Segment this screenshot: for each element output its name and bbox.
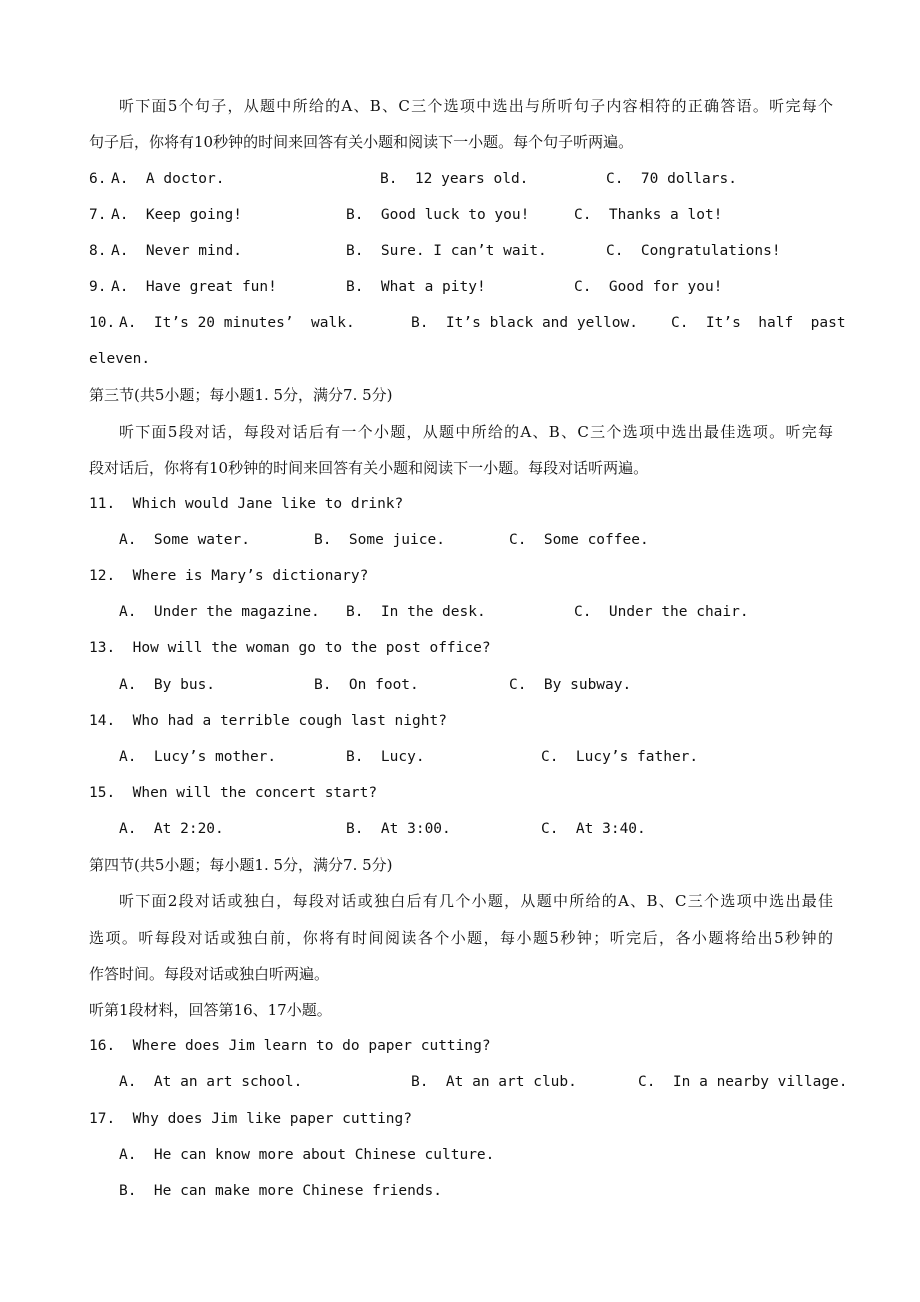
- option-c: C. Good for you!: [574, 279, 723, 295]
- option-b: B. At 3:00.: [346, 821, 451, 837]
- instruction-line: 听下面5段对话，每段对话后有一个小题，从题中所给的A、B、C三个选项中选出最佳选项。听完每: [119, 423, 833, 441]
- option-c: C. In a nearby village.: [638, 1074, 848, 1090]
- option-a: A. At 2:20.: [119, 821, 224, 837]
- option-a: A. Under the magazine.: [119, 604, 320, 620]
- option-c: C. Lucy’s father.: [541, 749, 699, 765]
- option-a: A. At an art school.: [119, 1074, 303, 1090]
- option-a: A. He can know more about Chinese culture.: [119, 1147, 495, 1163]
- option-b: B. At an art club.: [411, 1074, 577, 1090]
- option-c: C. It’s half past: [671, 315, 846, 331]
- option-c: C. Some coffee.: [509, 532, 649, 548]
- option-b: B. Some juice.: [314, 532, 445, 548]
- question-stem: 17. Why does Jim like paper cutting?: [89, 1111, 413, 1127]
- option-a: A. A doctor.: [111, 171, 225, 187]
- option-b: B. It’s black and yellow.: [411, 315, 638, 331]
- option-b: B. Good luck to you!: [346, 207, 530, 223]
- section-title: 第四节(共5小题；每小题1. 5分，满分7. 5分): [89, 856, 393, 874]
- instruction-line: 听下面5个句子，从题中所给的A、B、C三个选项中选出与所听句子内容相符的正确答语。听完每个: [119, 97, 833, 115]
- option-a: A. By bus.: [119, 677, 216, 693]
- question-stem: 13. How will the woman go to the post office?: [89, 640, 491, 656]
- instruction-line: 作答时间。每段对话或独白听两遍。: [89, 965, 330, 983]
- question-number: 8.: [89, 243, 107, 259]
- option-c-continued: eleven.: [89, 351, 151, 367]
- option-b: B. Lucy.: [346, 749, 425, 765]
- question-stem: 16. Where does Jim learn to do paper cutting?: [89, 1038, 491, 1054]
- instruction-line: 选项。听每段对话或独白前，你将有时间阅读各个小题，每小题5秒钟；听完后，各小题将给出5秒钟的: [89, 929, 833, 947]
- instruction-line: 段对话后，你将有10秒钟的时间来回答有关小题和阅读下一小题。每段对话听两遍。: [89, 459, 649, 477]
- option-a: A. Some water.: [119, 532, 250, 548]
- option-a: A. It’s 20 minutes’ walk.: [119, 315, 355, 331]
- option-b: B. On foot.: [314, 677, 419, 693]
- question-number: 10.: [89, 315, 116, 331]
- instruction-line: 听下面2段对话或独白，每段对话或独白后有几个小题，从题中所给的A、B、C三个选项中选出最佳: [119, 892, 833, 910]
- option-c: C. By subway.: [509, 677, 632, 693]
- option-b: B. What a pity!: [346, 279, 486, 295]
- material-heading: 听第1段材料，回答第16、17小题。: [89, 1001, 332, 1019]
- option-a: A. Never mind.: [111, 243, 242, 259]
- question-number: 6.: [89, 171, 107, 187]
- option-b: B. He can make more Chinese friends.: [119, 1183, 443, 1199]
- option-b: B. Sure. I can’t wait.: [346, 243, 547, 259]
- option-b: B. In the desk.: [346, 604, 486, 620]
- question-number: 7.: [89, 207, 107, 223]
- question-stem: 14. Who had a terrible cough last night?: [89, 713, 447, 729]
- section-title: 第三节(共5小题；每小题1. 5分，满分7. 5分): [89, 386, 393, 404]
- option-c: C. Thanks a lot!: [574, 207, 723, 223]
- option-c: C. Under the chair.: [574, 604, 749, 620]
- option-b: B. 12 years old.: [380, 171, 529, 187]
- option-a: A. Lucy’s mother.: [119, 749, 277, 765]
- question-stem: 11. Which would Jane like to drink?: [89, 496, 404, 512]
- instruction-line: 句子后，你将有10秒钟的时间来回答有关小题和阅读下一小题。每个句子听两遍。: [89, 133, 634, 151]
- option-c: C. 70 dollars.: [606, 171, 737, 187]
- question-stem: 15. When will the concert start?: [89, 785, 378, 801]
- question-number: 9.: [89, 279, 107, 295]
- option-c: C. At 3:40.: [541, 821, 646, 837]
- option-c: C. Congratulations!: [606, 243, 781, 259]
- question-stem: 12. Where is Mary’s dictionary?: [89, 568, 369, 584]
- option-a: A. Keep going!: [111, 207, 242, 223]
- option-a: A. Have great fun!: [111, 279, 277, 295]
